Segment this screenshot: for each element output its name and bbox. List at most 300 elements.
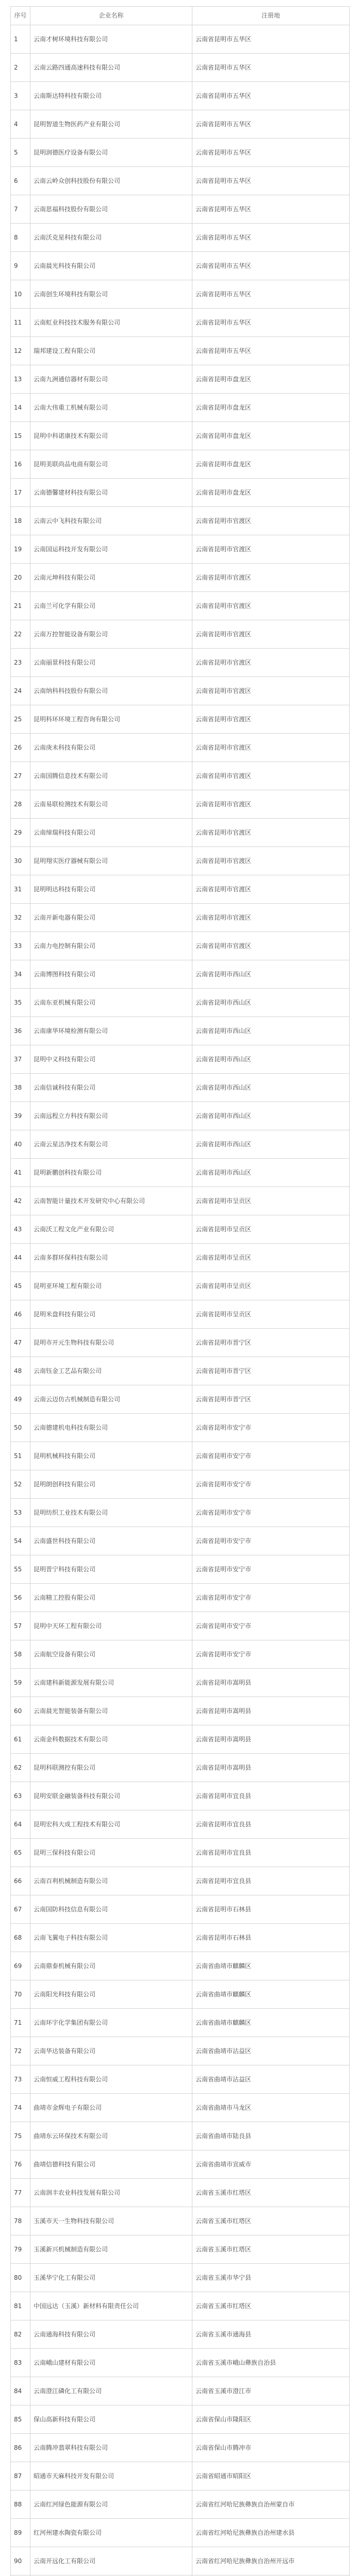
row-number: 62 [11,1754,30,1782]
company-name: 云南大伟重工机械有限公司 [30,394,192,421]
row-number: 30 [11,847,30,875]
table-row [11,365,349,394]
table-row [11,139,349,167]
company-name: 昭通市天麻科技开发有限公司 [30,2462,192,2490]
company-name: 云南钰金工艺品有限公司 [30,1357,192,1385]
row-number: 47 [11,1329,30,1357]
registration-location: 云南省昆明市安宁市 [195,1480,252,1488]
table-row [11,649,349,677]
registration-location: 云南省玉溪市澄江市 [195,2387,252,2395]
row-number: 83 [11,2349,30,2377]
row-number: 18 [11,507,30,535]
company-name: 云南红河绿色能源有限公司 [30,2490,192,2518]
row-number: 66 [11,1867,30,1895]
header-number: 序号 [11,7,30,25]
registration-location: 云南省昆明市宜良县 [195,1792,252,1800]
company-name: 昆明米盘科技有限公司 [30,1300,192,1328]
table-row [11,2490,349,2519]
company-name: 云南东亚机械有限公司 [30,989,192,1016]
company-name: 云南阳光科技有限公司 [30,1980,192,2008]
registration-location: 云南省昆明市西山区 [195,1112,252,1120]
row-number: 1 [11,25,30,53]
registration-location: 云南省昆明市官渡区 [195,743,252,751]
registration-location: 云南省昆明市嵩明县 [195,1707,252,1715]
company-name: 云南缔瑞科技有限公司 [30,819,192,846]
row-number: 82 [11,2320,30,2348]
company-name: 云南峨山建材有限公司 [30,2349,192,2377]
row-number: 45 [11,1272,30,1300]
table-row [11,2349,349,2377]
company-name: 云南开远化工有限公司 [30,2547,192,2575]
company-name: 云南庚未科技有限公司 [30,734,192,761]
row-number: 29 [11,819,30,846]
registration-location: 云南省昆明市官渡区 [195,857,252,865]
company-name: 云南康华环境检测有限公司 [30,1017,192,1045]
row-number: 89 [11,2519,30,2547]
registration-location: 云南省曲靖市沾益区 [195,2075,252,2083]
company-name: 云南德馨建材科技有限公司 [30,479,192,506]
company-name: 曲靖市金辉电子有限公司 [30,2094,192,2122]
row-number: 65 [11,1839,30,1867]
company-name: 昆明宏科大成工程技术有限公司 [30,1810,192,1838]
row-number: 20 [11,564,30,591]
company-name: 保山高新科技有限公司 [30,2405,192,2433]
table-row [11,1952,349,1980]
company-name: 云南纳科科技股份有限公司 [30,677,192,705]
table-row [11,2094,349,2122]
registration-location: 云南省昆明市官渡区 [195,828,252,836]
row-number: 43 [11,1215,30,1243]
table-row [11,1130,349,1159]
row-number: 57 [11,1612,30,1640]
row-number: 14 [11,394,30,421]
table-row [11,54,349,82]
registration-location: 云南省昆明市宜良县 [195,1849,252,1856]
row-number: 37 [11,1045,30,1073]
table-row [11,1442,349,1470]
company-name: 昆明翔实医疗器械有限公司 [30,847,192,875]
company-name: 云南德建机电科技有限公司 [30,1414,192,1442]
company-name: 云南通海科技有限公司 [30,2320,192,2348]
table-row [11,1612,349,1640]
table-row [11,1895,349,1924]
company-name: 云南云岭众创科技股份有限公司 [30,167,192,195]
registration-location: 云南省昆明市西山区 [195,1055,252,1063]
table-row [11,1810,349,1839]
registration-location: 云南省昆明市呈贡区 [195,1253,252,1261]
row-number: 39 [11,1102,30,1130]
company-table [10,6,350,2576]
table-row [11,479,349,507]
row-number: 53 [11,1499,30,1527]
table-row [11,960,349,989]
registration-location: 云南省昆明市盘龙区 [195,460,252,468]
company-name: 云南九洲通信器材有限公司 [30,365,192,393]
registration-location: 云南省昆明市晋宁区 [195,1395,252,1403]
row-number: 36 [11,1017,30,1045]
row-number: 5 [11,139,30,166]
registration-location: 云南省昆明市嵩明县 [195,1679,252,1686]
registration-location: 云南省昆明市安宁市 [195,1452,252,1460]
company-name: 云南润丰农业科技发展有限公司 [30,2179,192,2207]
row-number: 64 [11,1810,30,1838]
registration-location: 云南省昆明市西山区 [195,1083,252,1091]
row-number: 7 [11,195,30,223]
table-row [11,2235,349,2264]
table-row [11,1754,349,1782]
company-name: 昆明科环环境工程咨询有限公司 [30,705,192,733]
table-row [11,1669,349,1697]
table-row [11,252,349,280]
table-row [11,1470,349,1499]
row-number: 40 [11,1130,30,1158]
registration-location: 云南省玉溪市峨山彝族自治县 [195,2359,276,2366]
registration-location: 云南省曲靖市宣威市 [195,2160,252,2168]
table-row [11,1980,349,2009]
company-name: 曲靖东云环保技术有限公司 [30,2122,192,2150]
company-name: 云南精工控股有限公司 [30,1584,192,1612]
registration-location: 云南省昆明市官渡区 [195,772,252,779]
table-row [11,2547,349,2575]
table-row [11,280,349,309]
registration-location: 云南省曲靖市麒麟区 [195,2019,252,2026]
table-row [11,1074,349,1102]
company-name: 云南晨光科技有限公司 [30,252,192,280]
table-row [11,2207,349,2235]
company-name: 云南博图科技有限公司 [30,960,192,988]
registration-location: 云南省昆明市官渡区 [195,942,252,950]
company-name: 昆明机械科技有限公司 [30,1442,192,1470]
registration-location: 云南省昆明市西山区 [195,1168,252,1176]
table-row [11,1782,349,1810]
table-row [11,2264,349,2292]
table-row [11,1867,349,1895]
row-number: 11 [11,309,30,336]
registration-location: 云南省昆明市嵩明县 [195,1764,252,1771]
registration-location: 云南省昆明市宜良县 [195,1877,252,1885]
registration-location: 云南省昆明市盘龙区 [195,403,252,411]
table-body [11,25,349,2576]
row-number: 21 [11,592,30,620]
row-number: 33 [11,932,30,960]
row-number: 79 [11,2235,30,2263]
company-name: 云南建科新能源发展有限公司 [30,1669,192,1697]
row-number: 86 [11,2434,30,2462]
registration-location: 云南省昆明市晋宁区 [195,1367,252,1375]
row-number: 38 [11,1074,30,1101]
registration-location: 云南省曲靖市陆良县 [195,2132,252,2140]
company-name: 云南腾冲翡翠科技有限公司 [30,2434,192,2462]
row-number: 15 [11,422,30,450]
row-number: 44 [11,1244,30,1272]
company-name: 玉溪华宁化工有限公司 [30,2264,192,2292]
row-number: 28 [11,790,30,818]
company-name: 云南鼎泰机械有限公司 [30,1952,192,1980]
table-row [11,1272,349,1300]
registration-location: 云南省昆明市五华区 [195,318,252,326]
table-row [11,2462,349,2490]
company-name: 昆明美联尚品电商有限公司 [30,450,192,478]
table-row [11,762,349,790]
row-number: 67 [11,1895,30,1923]
row-number: 23 [11,649,30,676]
company-name: 云南开新电器有限公司 [30,904,192,931]
registration-location: 云南省昆明市宜良县 [195,1820,252,1828]
table-row [11,507,349,535]
row-number: 50 [11,1414,30,1442]
row-number: 16 [11,450,30,478]
table-row [11,1555,349,1584]
row-number: 13 [11,365,30,393]
registration-location: 云南省昆明市西山区 [195,998,252,1006]
registration-location: 云南省昆明市五华区 [195,347,252,354]
company-name: 云南多群环保科技有限公司 [30,1244,192,1272]
company-name: 昆明润德医疗设备有限公司 [30,139,192,166]
registration-location: 云南省昆明市五华区 [195,35,252,43]
table-row [11,1187,349,1215]
row-number: 27 [11,762,30,790]
row-number: 80 [11,2264,30,2292]
company-name: 昆明中义科技有限公司 [30,1045,192,1073]
company-name: 云南万控智能设备有限公司 [30,620,192,648]
registration-location: 云南省昆明市官渡区 [195,913,252,921]
registration-location: 云南省昆明市官渡区 [195,715,252,723]
row-number: 58 [11,1640,30,1668]
company-name: 云南金科数据技术有限公司 [30,1725,192,1753]
registration-location: 云南省昆明市盘龙区 [195,432,252,439]
company-name: 云南百利机械制造有限公司 [30,1867,192,1895]
company-name: 昆明中天环工程有限公司 [30,1612,192,1640]
row-number: 9 [11,252,30,280]
row-number: 84 [11,2377,30,2405]
company-name: 云南云迈仿古机械制造有限公司 [30,1385,192,1413]
company-name: 昆明科联测控有限公司 [30,1754,192,1782]
company-name: 云南易联检测技术有限公司 [30,790,192,818]
row-number: 55 [11,1555,30,1583]
registration-location: 云南省曲靖市麒麟区 [195,1990,252,1998]
row-number: 70 [11,1980,30,2008]
table-row [11,1385,349,1414]
registration-location: 云南省昆明市安宁市 [195,1565,252,1573]
header-company-name: 企业名称 [30,7,192,25]
company-name: 云南澄江磷化工有限公司 [30,2377,192,2405]
registration-location: 云南省昆明市呈贡区 [195,1197,252,1205]
row-number: 56 [11,1584,30,1612]
company-name: 云南国腾信息技术有限公司 [30,762,192,790]
registration-location: 云南省昭通市昭阳区 [195,2472,252,2480]
company-name: 云南航空设备有限公司 [30,1640,192,1668]
registration-location: 云南省昆明市安宁市 [195,1594,252,1601]
registration-location: 云南省红河哈尼族彝族自治州建水县 [195,2529,295,2536]
company-name: 昆明三保科技有限公司 [30,1839,192,1867]
company-name: 云南沃克星科技有限公司 [30,224,192,251]
table-row [11,2065,349,2094]
registration-location: 云南省玉溪市红塔区 [195,2217,252,2225]
row-number: 68 [11,1924,30,1952]
row-number: 81 [11,2292,30,2320]
company-name: 云南晨光智能装备有限公司 [30,1697,192,1725]
table-header-row [11,7,349,25]
table-row [11,1584,349,1612]
company-name: 云南华达装备有限公司 [30,2037,192,2065]
company-name: 云南环宇化学集团有限公司 [30,2009,192,2037]
registration-location: 云南省昆明市石林县 [195,1934,252,1941]
company-name: 云南力电控制有限公司 [30,932,192,960]
registration-location: 云南省昆明市嵩明县 [195,1735,252,1743]
company-name: 云南国防科技信息有限公司 [30,1895,192,1923]
table-row [11,847,349,875]
registration-location: 云南省昆明市官渡区 [195,687,252,694]
registration-location: 云南省昆明市五华区 [195,92,252,99]
registration-location: 云南省曲靖市麒麟区 [195,1962,252,1970]
company-name: 昆明朗创科技有限公司 [30,1470,192,1498]
registration-location: 云南省昆明市官渡区 [195,630,252,638]
company-name: 云南虹业科技技术服务有限公司 [30,309,192,336]
table-row [11,932,349,960]
table-row [11,620,349,649]
registration-location: 云南省红河哈尼族彝族自治州开远市 [195,2557,295,2565]
row-number: 24 [11,677,30,705]
row-number: 60 [11,1697,30,1725]
company-name: 昆明新鹏创科技有限公司 [30,1159,192,1187]
row-number: 90 [11,2547,30,2575]
row-number: 75 [11,2122,30,2150]
table-row [11,1527,349,1555]
table-row [11,337,349,365]
table-row [11,2292,349,2320]
row-number: 42 [11,1187,30,1215]
registration-location: 云南省红河哈尼族彝族自治州蒙自市 [195,2500,295,2508]
table-row [11,1329,349,1357]
table-row [11,2377,349,2405]
row-number: 4 [11,110,30,138]
table-row [11,1357,349,1385]
registration-location: 云南省保山市隆阳区 [195,2415,252,2423]
company-name: 曲靖信德科技有限公司 [30,2150,192,2178]
registration-location: 云南省昆明市官渡区 [195,573,252,581]
company-name: 云南思福科技股份有限公司 [30,195,192,223]
row-number: 48 [11,1357,30,1385]
row-number: 2 [11,54,30,81]
company-name: 云南云星洁净技术有限公司 [30,1130,192,1158]
company-name: 昆明晋宁科技有限公司 [30,1555,192,1583]
table-row [11,309,349,337]
row-number: 77 [11,2179,30,2207]
table-row [11,1640,349,1669]
company-name: 云南兰可化学有限公司 [30,592,192,620]
registration-location: 云南省昆明市呈贡区 [195,1225,252,1233]
table-row [11,2037,349,2065]
registration-location: 云南省昆明市官渡区 [195,517,252,524]
table-row [11,25,349,54]
table-row [11,677,349,705]
company-name: 云南智能计量技术开发研究中心有限公司 [30,1187,192,1215]
registration-location: 云南省昆明市西山区 [195,970,252,978]
row-number: 32 [11,904,30,931]
registration-location: 云南省玉溪市红塔区 [195,2245,252,2253]
registration-location: 云南省昆明市官渡区 [195,800,252,808]
header-registration-location: 注册地 [261,12,280,19]
company-name: 玉溪市天一生物科技有限公司 [30,2207,192,2235]
company-name: 云南云路四通高速科技有限公司 [30,54,192,81]
table-row [11,167,349,195]
registration-location: 云南省昆明市五华区 [195,177,252,184]
registration-location: 云南省玉溪市华宁县 [195,2274,252,2281]
table-row [11,1725,349,1754]
table-row [11,1102,349,1130]
table-row [11,592,349,620]
registration-location: 云南省玉溪市红塔区 [195,2302,252,2310]
registration-location: 云南省昆明市安宁市 [195,1423,252,1431]
company-name: 云南斯达特科技有限公司 [30,82,192,110]
row-number: 8 [11,224,30,251]
row-number: 26 [11,734,30,761]
table-row [11,734,349,762]
registration-location: 云南省昆明市安宁市 [195,1650,252,1658]
table-row [11,705,349,734]
row-number: 41 [11,1159,30,1187]
registration-location: 云南省昆明市安宁市 [195,1537,252,1545]
company-name: 云南丽景科技有限公司 [30,649,192,676]
company-name: 云南恒威工程科技有限公司 [30,2065,192,2093]
row-number: 19 [11,535,30,563]
table-row [11,422,349,450]
company-name: 云南盛世科技有限公司 [30,1527,192,1555]
registration-location: 云南省昆明市安宁市 [195,1622,252,1630]
registration-location: 云南省昆明市五华区 [195,148,252,156]
company-name: 昆明明达科技有限公司 [30,875,192,903]
table-row [11,1045,349,1074]
table-row [11,2150,349,2179]
row-number: 6 [11,167,30,195]
registration-location: 云南省曲靖市马龙区 [195,2104,252,2111]
table-row [11,989,349,1017]
table-row [11,904,349,932]
table-row [11,110,349,139]
registration-location: 云南省昆明市西山区 [195,1140,252,1148]
row-number: 31 [11,875,30,903]
registration-location: 云南省昆明市五华区 [195,233,252,241]
row-number: 52 [11,1470,30,1498]
row-number: 61 [11,1725,30,1753]
row-number: 59 [11,1669,30,1697]
registration-location: 云南省玉溪市通海县 [195,2330,252,2338]
table-row [11,394,349,422]
table-row [11,1215,349,1244]
table-row [11,1499,349,1527]
table-row [11,1414,349,1442]
registration-location: 云南省昆明市官渡区 [195,885,252,893]
row-number: 10 [11,280,30,308]
registration-location: 云南省保山市腾冲市 [195,2444,252,2451]
registration-location: 云南省昆明市晋宁区 [195,1338,252,1346]
row-number: 34 [11,960,30,988]
company-name: 红河州建水陶瓷有限公司 [30,2519,192,2547]
registration-location: 云南省昆明市官渡区 [195,658,252,666]
table-row [11,1159,349,1187]
registration-location: 云南省昆明市五华区 [195,262,252,269]
row-number: 54 [11,1527,30,1555]
row-number: 51 [11,1442,30,1470]
table-row [11,1017,349,1045]
row-number: 25 [11,705,30,733]
row-number: 3 [11,82,30,110]
table-row [11,1839,349,1867]
row-number: 17 [11,479,30,506]
table-row [11,564,349,592]
company-name: 云南沃工程文化产业有限公司 [30,1215,192,1243]
row-number: 88 [11,2490,30,2518]
